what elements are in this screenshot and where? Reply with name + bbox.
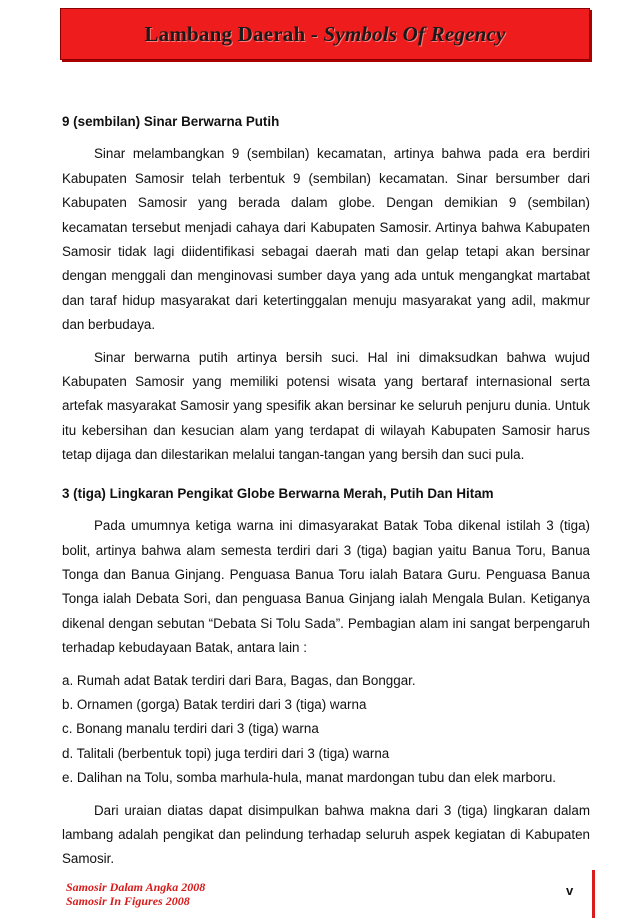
list-item: a. Rumah adat Batak terdiri dari Bara, Bagas, dan Bonggar. — [62, 672, 416, 688]
header-banner — [60, 8, 590, 60]
footer-line-2: Samosir In Figures 2008 — [66, 894, 190, 908]
page-title — [61, 22, 589, 47]
document-body — [62, 110, 590, 880]
title-english: Symbols Of Regency — [323, 22, 506, 46]
paragraph: Dari uraian diatas dapat disimpulkan bahwa makna dari 3 (tiga) lingkaran dalam lambang adalah pengikat dan pelindung terhadap seluruh aspek kegiatan di Kabupaten Samosir. — [62, 802, 590, 867]
list-item: b. Ornamen (gorga) Batak terdiri dari 3 (tiga) warna — [62, 696, 367, 712]
paragraph: Sinar melambangkan 9 (sembilan) kecamatan, artinya bahwa pada era berdiri Kabupaten Samosir telah terbentuk 9 (sembilan) kecamatan. Sinar bersumber dari Kabupaten Samosir yang berada dalam globe. Dengan demikian 9 (sembilan) kecamatan tersebut menjadi cahaya dari Kabupaten Samosir. Artinya bahwa Kabupaten Samosir tidak lagi diidentifikasi sebagai daerah mati dan gelap tetapi akan bersinar dengan menggali dan menginovasi sumber daya yang ada untuk mengangkat martabat dan taraf hidup masyarakat dari ketertinggalan menuju masyarakat yang adil, makmur dan berbudaya. — [62, 146, 590, 333]
footer-line-1: Samosir Dalam Angka 2008 — [66, 880, 206, 894]
footer — [66, 880, 205, 908]
list-item: c. Bonang manalu terdiri dari 3 (tiga) warna — [62, 721, 319, 737]
paragraph: Pada umumnya ketiga warna ini dimasyarakat Batak Toba dikenal istilah 3 (tiga) bolit, artinya bahwa alam semesta terdiri dari 3 (tiga) bagian yaitu Banua Toru, Banua Tonga dan Banua Ginjang. Penguasa Banua Toru ialah Batara Guru. Penguasa Banua Tonga ialah Debata Sori, dan penguasa Banua Ginjang ialah Mengala Bulan. Ketiganya dikenal dengan sebutan “Debata Si Tolu Sada”. Pembagian alam ini sangat berpengaruh terhadap kebudayaan Batak, antara lain : — [62, 518, 590, 656]
list-item: d. Talitali (berbentuk topi) juga terdiri dari 3 (tiga) warna — [62, 745, 390, 761]
title-indonesian: Lambang Daerah - — [144, 22, 324, 46]
page-number: v — [566, 883, 574, 898]
list-item: e. Dalihan na Tolu, somba marhula-hula, manat mardongan tubu dan elek marboru. — [62, 770, 557, 786]
paragraph: Sinar berwarna putih artinya bersih suci. Hal ini dimaksudkan bahwa wujud Kabupaten Samosir yang memiliki potensi wisata yang bertaraf internasional serta artefak masyarakat Samosir yang spesifik akan bersinar ke seluruh penjuru dunia. Untuk itu kebersihan dan kesucian alam yang terdapat di wilayah Kabupaten Samosir harus tetap dijaga dan dilestarikan melalui tangan-tangan yang bersih dan suci pula. — [62, 349, 590, 463]
list — [62, 669, 590, 791]
section-heading-lingkaran: 3 (tiga) Lingkaran Pengikat Globe Berwarna Merah, Putih Dan Hitam — [62, 485, 494, 501]
footer-divider — [592, 870, 595, 918]
section-heading-sinar: 9 (sembilan) Sinar Berwarna Putih — [62, 114, 280, 129]
